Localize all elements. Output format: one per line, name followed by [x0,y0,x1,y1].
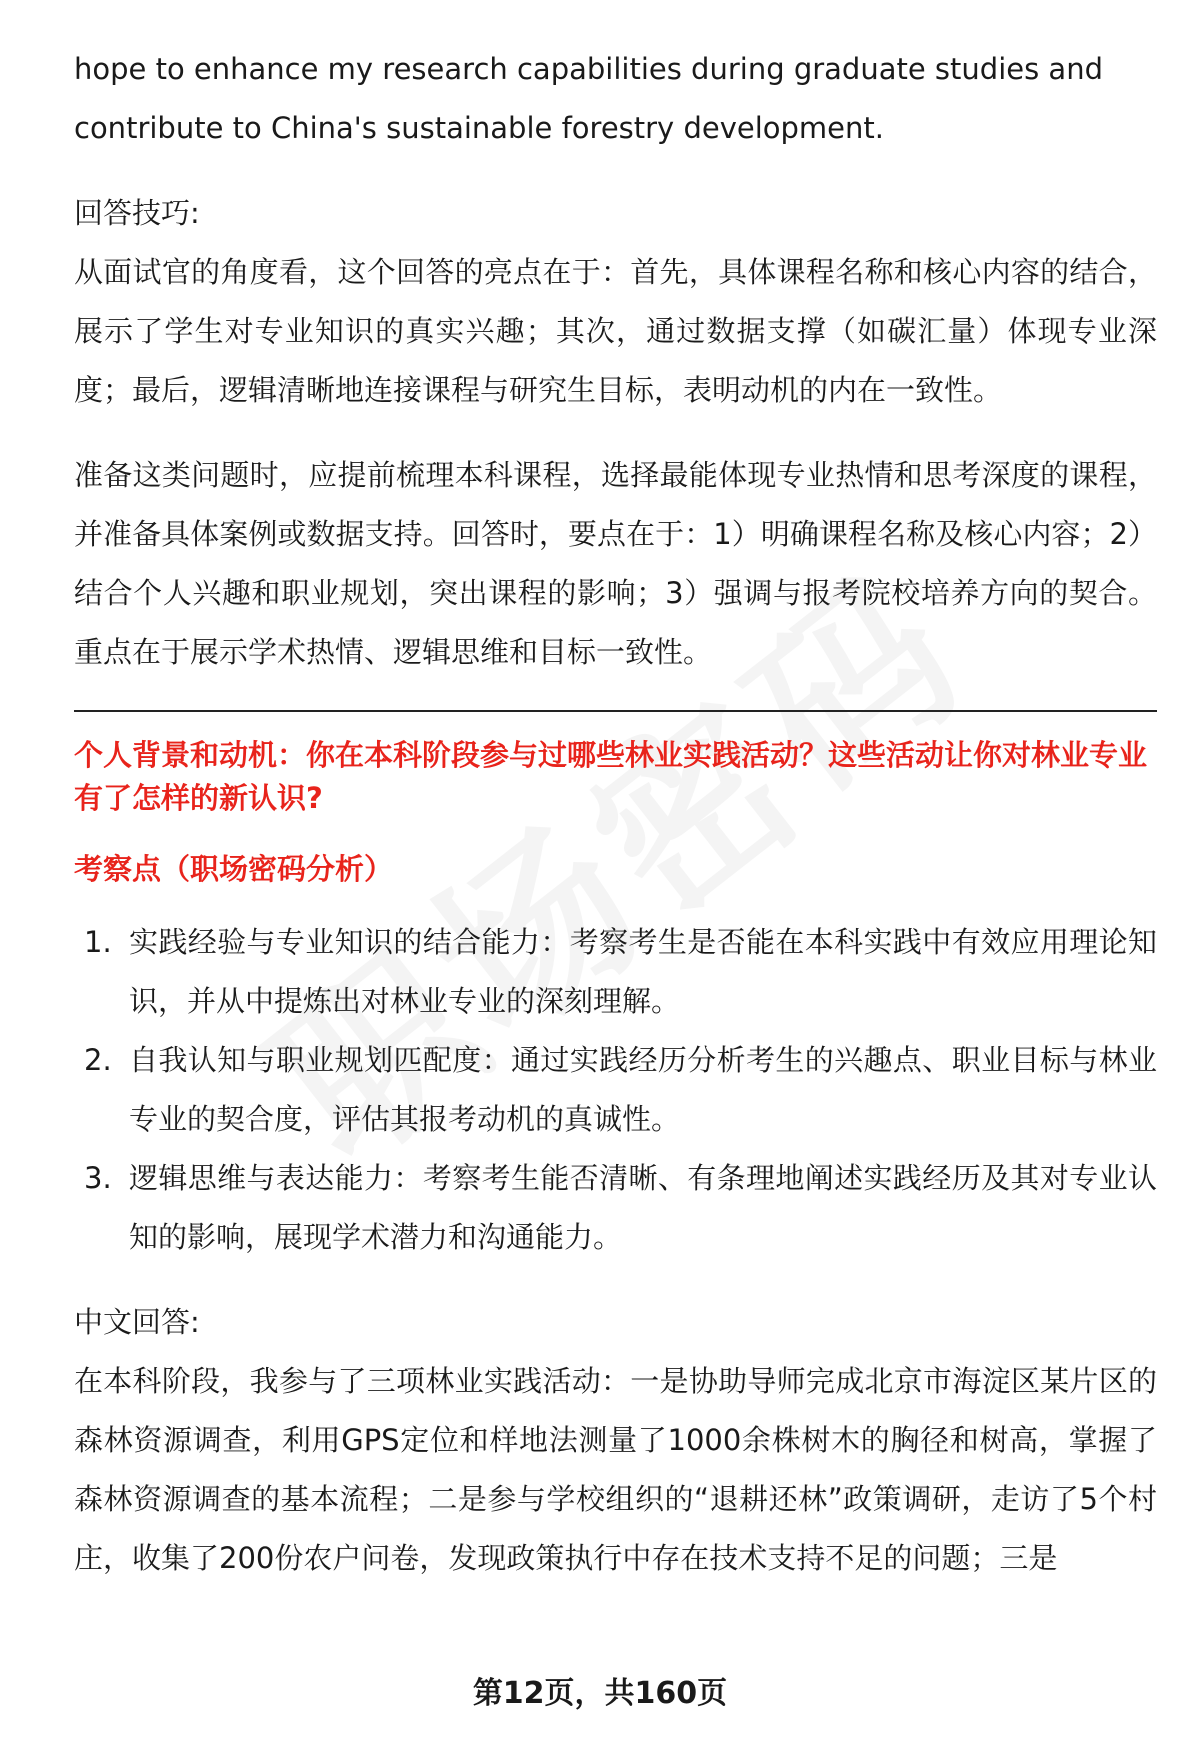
answer-paragraph: 在本科阶段，我参与了三项林业实践活动：一是协助导师完成北京市海淀区某片区的森林资源调查，利用GPS定位和样地法测量了1000余株树木的胸径和树高，掌握了森林资源调查的基本流程；二是参与学校组织的“退耕还林”政策调研，走访了5个村庄，收集了200份农户问卷，发现政策执行中存在技术支持不足的问题；三是 [74,1364,1157,1575]
list-item-text: 自我认知与职业规划匹配度：通过实践经历分析考生的兴趣点、职业目标与林业专业的契合度，评估其报考动机的真诚性。 [129,1043,1157,1136]
list-item [74,913,1157,1031]
intro-line: contribute to China's sustainable forestry development. [74,111,884,145]
page-number: 第12页，共160页 [472,1676,728,1711]
list-item-text: 实践经验与专业知识的结合能力：考察考生是否能在本科实践中有效应用理论知识，并从中提炼出对林业专业的深刻理解。 [129,925,1157,1018]
tips-label: 回答技巧: [74,196,200,230]
tips-paragraph: 从面试官的角度看，这个回答的亮点在于：首先，具体课程名称和核心内容的结合，展示了学生对专业知识的真实兴趣；其次，通过数据支撑（如碳汇量）体现专业深度；最后，逻辑清晰地连接课程与研究生目标，表明动机的内在一致性。 [74,255,1157,407]
question-title: 个人背景和动机：你在本科阶段参与过哪些林业实践活动？这些活动让你对林业专业有了怎样的新认识? [74,738,1148,815]
assessment-points-list [74,913,1157,1267]
list-item-number: 1. [84,925,112,959]
list-item-number: 2. [84,1043,112,1077]
question-subtitle: 考察点（职场密码分析） [74,852,394,886]
tips-paragraph: 准备这类问题时，应提前梳理本科课程，选择最能体现专业热情和思考深度的课程，并准备具体案例或数据支持。回答时，要点在于：1）明确课程名称及核心内容；2）结合个人兴趣和职业规划，突出课程的影响；3）强调与报考院校培养方向的契合。重点在于展示学术热情、逻辑思维和目标一致性。 [74,458,1157,669]
document-body [74,40,1157,1588]
list-item [74,1149,1157,1267]
list-item-number: 3. [84,1161,112,1195]
answer-label: 中文回答: [74,1305,200,1339]
section-divider [74,710,1157,712]
list-item-text: 逻辑思维与表达能力：考察考生能否清晰、有条理地阐述实践经历及其对专业认知的影响，展现学术潜力和沟通能力。 [129,1161,1157,1254]
list-item [74,1031,1157,1149]
intro-line: hope to enhance my research capabilities during graduate studies and [74,52,1103,86]
